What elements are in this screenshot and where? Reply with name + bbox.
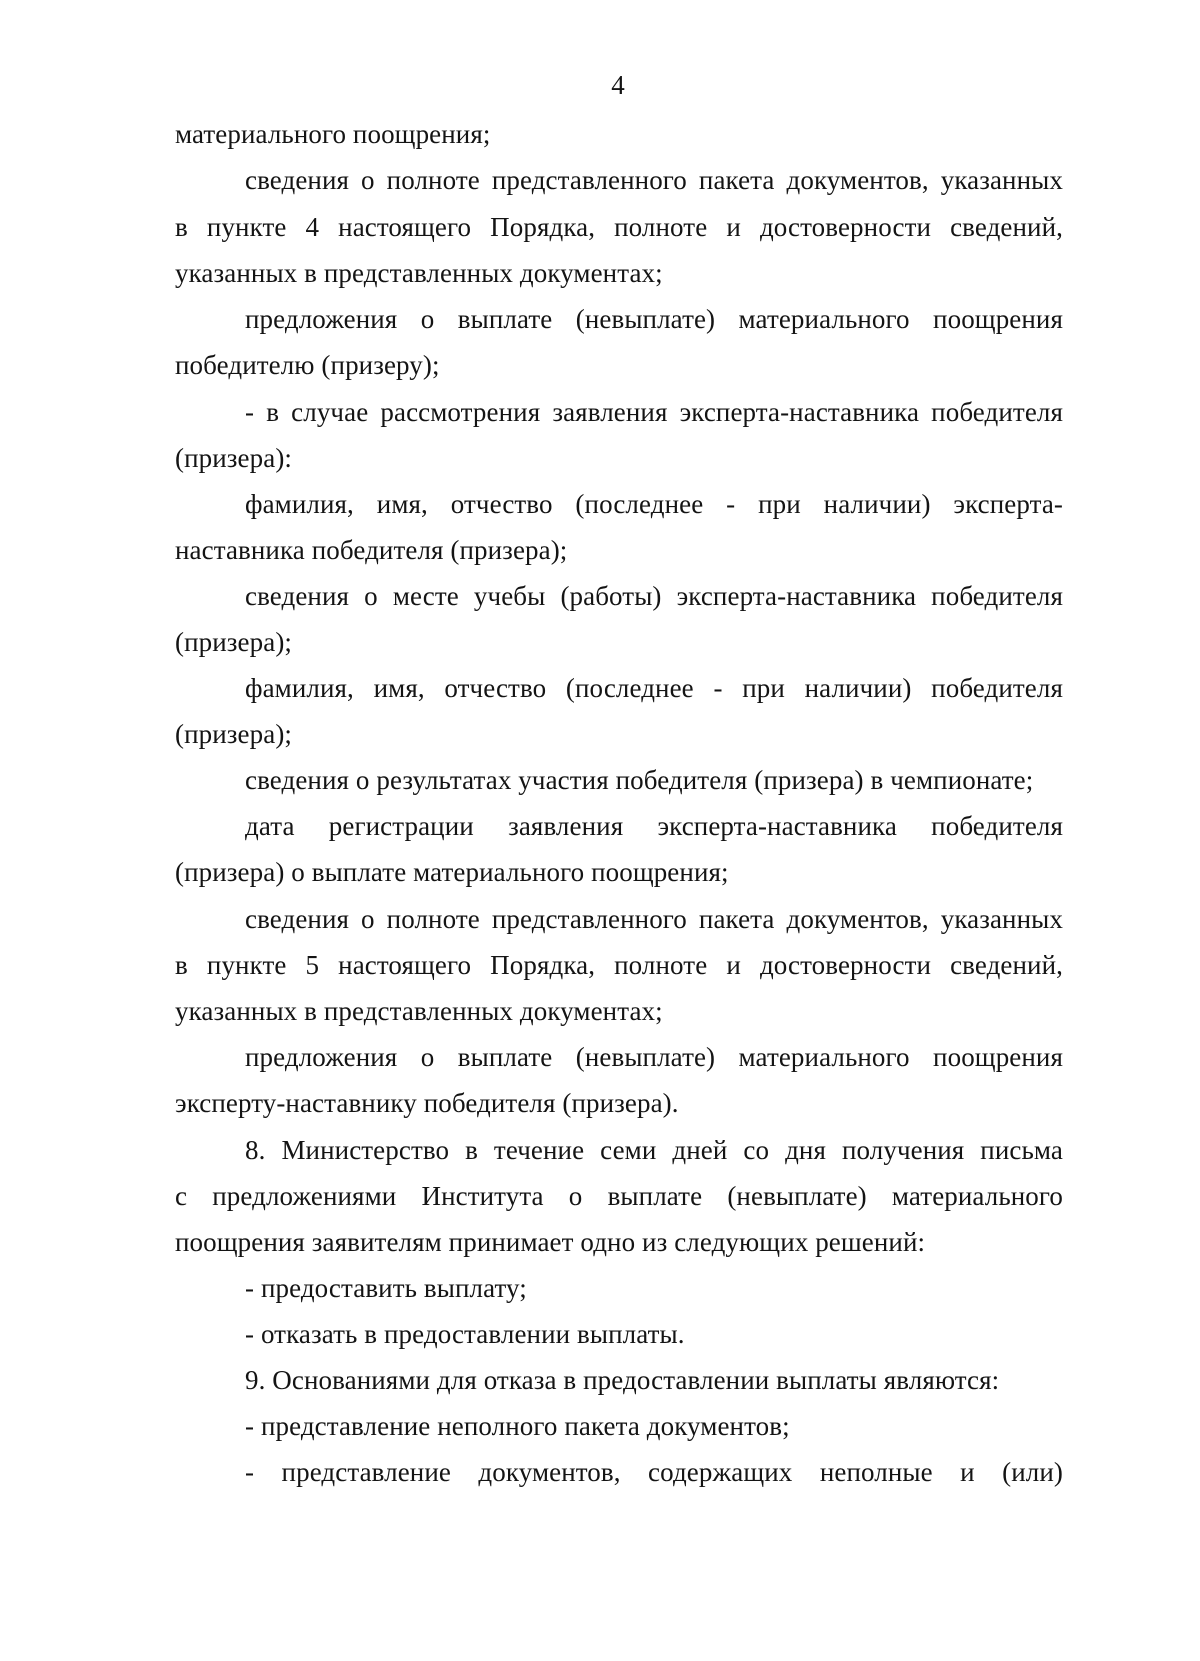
- text-line: предложения о выплате (невыплате) материального поощрения: [245, 304, 1063, 334]
- text-line: (призера);: [175, 719, 293, 749]
- text-line: указанных в представленных документах;: [175, 258, 663, 288]
- text-line: материального поощрения;: [175, 119, 491, 149]
- text-line: предложения о выплате (невыплате) материального поощрения: [245, 1042, 1063, 1072]
- text-line: - представление документов, содержащих неполные и (или): [245, 1457, 1063, 1487]
- text-line: сведения о месте учебы (работы) эксперта-наставника победителя: [245, 581, 1063, 611]
- text-line: победителю (призеру);: [175, 350, 440, 380]
- text-line: указанных в представленных документах;: [175, 996, 663, 1026]
- text-line: с предложениями Института о выплате (невыплате) материального: [175, 1181, 1063, 1211]
- text-line: в пункте 5 настоящего Порядка, полноте и достоверности сведений,: [175, 950, 1063, 980]
- text-line: сведения о полноте представленного пакета документов, указанных: [245, 904, 1063, 934]
- text-line: - предоставить выплату;: [245, 1273, 527, 1303]
- text-line: сведения о результатах участия победителя (призера) в чемпионате;: [245, 765, 1034, 795]
- text-line: - в случае рассмотрения заявления эксперта-наставника победителя: [245, 397, 1063, 427]
- text-line: фамилия, имя, отчество (последнее - при наличии) эксперта-: [245, 489, 1063, 519]
- text-line: поощрения заявителям принимает одно из следующих решений:: [175, 1227, 926, 1257]
- page-number: 4: [611, 70, 625, 100]
- text-line: сведения о полноте представленного пакета документов, указанных: [245, 165, 1063, 195]
- text-line: (призера):: [175, 443, 293, 473]
- text-line: дата регистрации заявления эксперта-наставника победителя: [245, 811, 1063, 841]
- text-line: эксперту-наставнику победителя (призера).: [175, 1088, 679, 1118]
- text-line: наставника победителя (призера);: [175, 535, 568, 565]
- text-line: - отказать в предоставлении выплаты.: [245, 1319, 685, 1349]
- text-line: (призера);: [175, 627, 293, 657]
- text-line: фамилия, имя, отчество (последнее - при наличии) победителя: [245, 673, 1063, 703]
- text-line: - представление неполного пакета документов;: [245, 1411, 790, 1441]
- text-line: (призера) о выплате материального поощрения;: [175, 857, 729, 887]
- text-line: 9. Основаниями для отказа в предоставлении выплаты являются:: [245, 1365, 1000, 1395]
- text-line: 8. Министерство в течение семи дней со дня получения письма: [245, 1135, 1063, 1165]
- text-line: в пункте 4 настоящего Порядка, полноте и достоверности сведений,: [175, 212, 1063, 242]
